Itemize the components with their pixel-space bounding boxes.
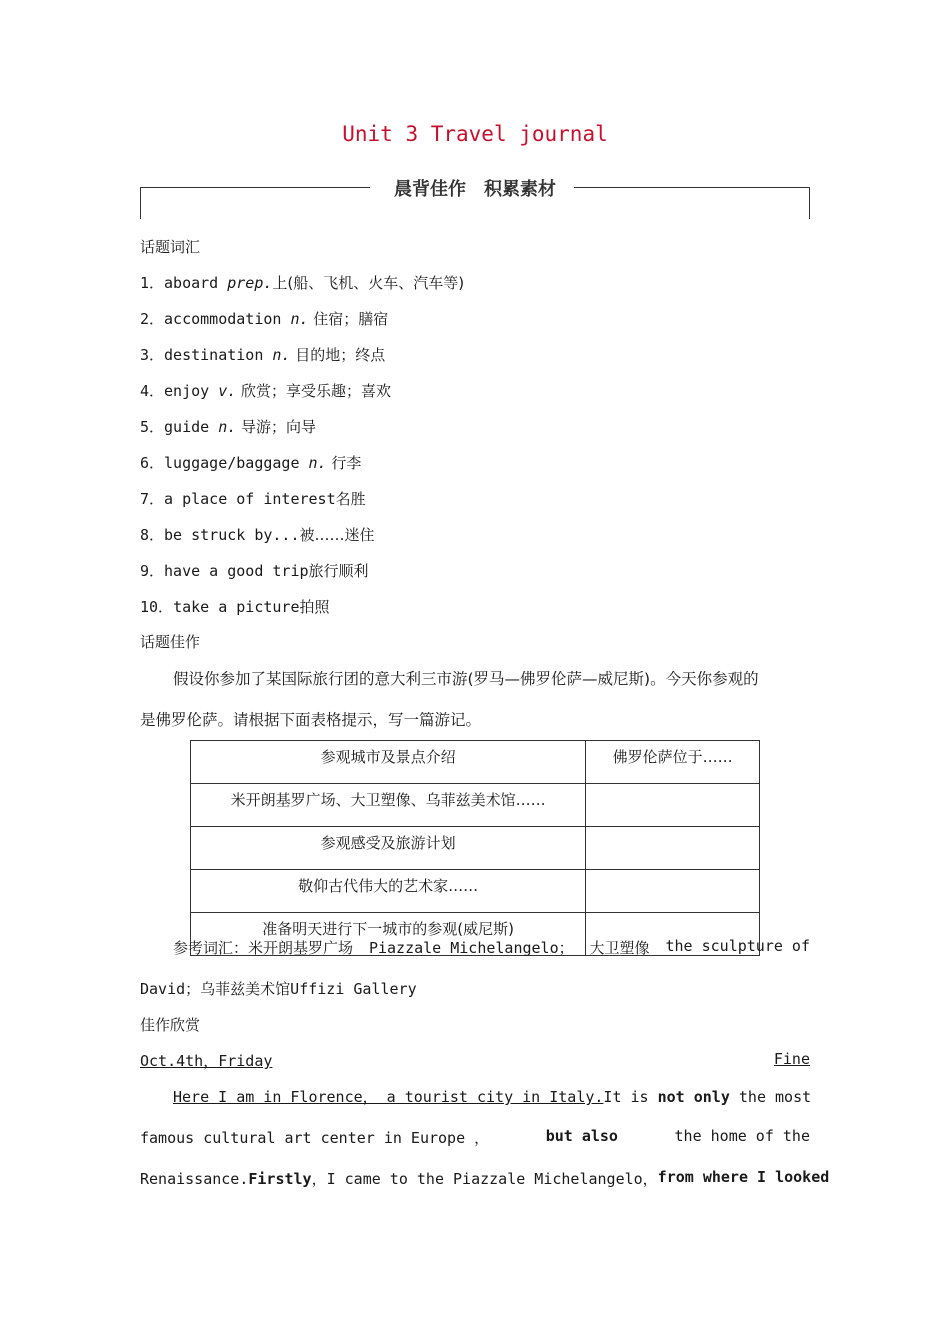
section-heading-vocab: 话题词汇 [140, 238, 201, 256]
table-row [191, 870, 760, 913]
reference-vocab-line-1: 参考词汇：米开朗基罗广场 Piazzale Michelangelo； 大卫塑像 the sculpture of [173, 937, 810, 957]
journal-line-2: famous cultural art center in Europe ， but also the home of the [140, 1127, 810, 1147]
journal-line-3: Renaissance.Firstly，I came to the Piazzale Michelangelo， from where I looked [140, 1168, 830, 1188]
vocab-item: 8．be struck by...被……迷住 [140, 526, 375, 544]
journal-weather: Fine [773, 1050, 810, 1068]
journal-line-1: Here I am in Florence， a tourist city in Italy.It is not only the most [173, 1088, 812, 1106]
table-cell [586, 870, 760, 913]
table-cell [586, 827, 760, 870]
banner-label: 晨背佳作 积累素材 [394, 179, 556, 200]
journal-header [140, 1050, 810, 1071]
table-cell [586, 784, 760, 827]
table-row [191, 784, 760, 827]
vocab-item: 4．enjoy v. 欣赏；享受乐趣；喜欢 [140, 382, 392, 400]
journal-date: Oct.4th，Friday [140, 1052, 273, 1070]
section-banner [140, 179, 810, 219]
vocab-item: 1．aboard prep.上(船、飞机、火车、汽车等) [140, 274, 465, 292]
table-cell: 参观城市及景点介绍 [191, 741, 586, 784]
page-title: Unit 3 Travel journal [342, 122, 608, 146]
outline-table [190, 740, 760, 956]
reference-vocab-line-2: David；乌菲兹美术馆Uffizi Gallery [140, 980, 417, 998]
section-heading-appreciation: 佳作欣赏 [140, 1016, 201, 1034]
table-cell: 佛罗伦萨位于…… [586, 741, 760, 784]
vocab-item: 9．have a good trip旅行顺利 [140, 562, 369, 580]
prompt-line-1: 假设你参加了某国际旅行团的意大利三市游(罗马—佛罗伦萨—威尼斯)。今天你参观的 [173, 670, 759, 688]
vocab-item: 10．take a picture拍照 [140, 598, 330, 616]
vocab-item: 2．accommodation n. 住宿；膳宿 [140, 310, 389, 328]
table-row [191, 827, 760, 870]
section-heading-writing: 话题佳作 [140, 633, 201, 651]
vocab-item: 6．luggage/baggage n. 行李 [140, 454, 362, 472]
table-cell: 参观感受及旅游计划 [191, 827, 586, 870]
table-cell: 准备明天进行下一城市的参观(威尼斯) [191, 913, 586, 956]
vocab-item: 5．guide n. 导游；向导 [140, 418, 317, 436]
prompt-line-2: 是佛罗伦萨。请根据下面表格提示，写一篇游记。 [140, 711, 482, 729]
vocab-item: 7．a place of interest名胜 [140, 490, 366, 508]
vocab-item: 3．destination n. 目的地；终点 [140, 346, 386, 364]
table-cell: 敬仰古代伟大的艺术家…… [191, 870, 586, 913]
table-cell: 米开朗基罗广场、大卫塑像、乌菲兹美术馆…… [191, 784, 586, 827]
table-row [191, 741, 760, 784]
